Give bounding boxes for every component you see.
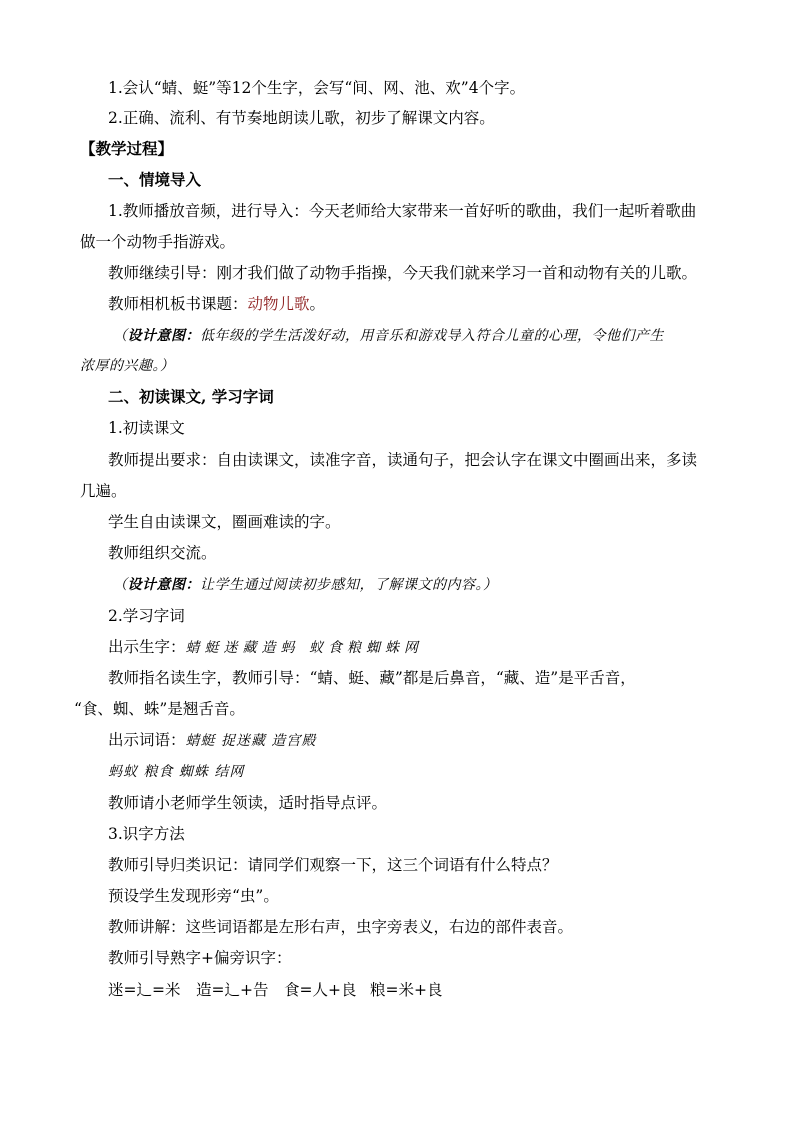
s1-design-note-line2: 浓厚的兴趣。） xyxy=(80,358,175,374)
section1-heading: 一、情境导入 xyxy=(108,170,202,189)
words-prefix: 出示词语： xyxy=(108,731,186,749)
formula-3: 食=人+良 xyxy=(284,981,357,999)
s2-words xyxy=(108,730,316,751)
chars-prefix: 出示生字： xyxy=(108,638,186,656)
s2-lead: 教师请小老师学生领读，适时指导点评。 xyxy=(108,794,388,812)
s1-p2: 教师继续引导：刚才我们做了动物手指操，今天我们就来学习一首和动物有关的儿歌。 xyxy=(108,264,698,282)
goal-1: 1.会认“蜻、蜓”等12个生字，会写“间、网、池、欢”4个字。 xyxy=(108,79,526,97)
note-open: （ xyxy=(113,328,128,344)
word-list-1: 蜻蜓 捉迷藏 造宫殿 xyxy=(185,733,317,749)
s1-p1-line2: 做一个动物手指游戏。 xyxy=(80,233,236,251)
s2-req-line1: 教师提出要求：自由读课文，读准字音，读通句子，把会认字在课文中圈画出来，多读 xyxy=(108,451,698,469)
formula-2: 造=辶+告 xyxy=(196,981,269,999)
word-list-2: 蚂蚁 粮食 蜘蛛 结网 xyxy=(108,764,245,780)
s2-design-note xyxy=(113,575,498,595)
note-open: （ xyxy=(113,577,128,593)
s2-method-1: 教师引导归类识记：请同学们观察一下，这三个词语有什么特点？ xyxy=(108,856,558,874)
new-characters: 蜻蜓迷藏造蚂 蚁食粮蜘蛛网 xyxy=(185,640,423,656)
s1-p1-line1: 1.教师播放音频，进行导入：今天老师给大家带来一首好听的歌曲，我们一起听着歌曲 xyxy=(108,202,697,220)
s1-design-note-line1 xyxy=(113,326,664,346)
s2-sub1: 1.初读课文 xyxy=(108,419,185,437)
s1-p3 xyxy=(108,294,325,314)
design-intent-label: 设计意图： xyxy=(127,328,200,344)
s2-chars xyxy=(108,637,423,658)
s1-p3-prefix: 教师相机板书课题： xyxy=(108,295,248,313)
s2-method-3: 教师讲解：这些词语都是左形右声，虫字旁表义，右边的部件表音。 xyxy=(108,918,574,936)
note-text: 让学生通过阅读初步感知，了解课文的内容。） xyxy=(200,577,498,593)
formula-1: 迷=辶=米 xyxy=(108,981,181,999)
section2-heading: 二、初读课文, 学习字词 xyxy=(108,387,274,406)
s2-method-4: 教师引导熟字+偏旁识字： xyxy=(108,949,292,967)
s2-student: 学生自由读课文，圈画难读的字。 xyxy=(108,513,341,531)
formula-4: 粮=米+良 xyxy=(370,981,443,999)
design-intent-label: 设计意图： xyxy=(127,577,200,593)
goal-2: 2.正确、流利、有节奏地朗读儿歌，初步了解课文内容。 xyxy=(108,109,495,127)
note-text: 低年级的学生活泼好动，用音乐和游戏导入符合儿童的心理，令他们产生 xyxy=(200,328,664,344)
lesson-title: 动物儿歌 xyxy=(247,295,310,313)
s1-p3-suffix: 。 xyxy=(309,295,326,313)
s2-req-line2: 几遍。 xyxy=(80,482,127,500)
process-heading: 【教学过程】 xyxy=(80,139,174,158)
s2-exchange: 教师组织交流。 xyxy=(108,544,217,562)
s2-sub3: 3.识字方法 xyxy=(108,825,185,843)
s2-guide-line2: “食、蜘、蛛”是翘舌音。 xyxy=(74,700,245,718)
s2-sub2: 2.学习字词 xyxy=(108,607,185,625)
s2-method-2: 预设学生发现形旁“虫”。 xyxy=(108,887,279,905)
s2-guide-line1: 教师指名读生字，教师引导：“蜻、蜓、藏”都是后鼻音，“藏、造”是平舌音， xyxy=(108,669,636,687)
